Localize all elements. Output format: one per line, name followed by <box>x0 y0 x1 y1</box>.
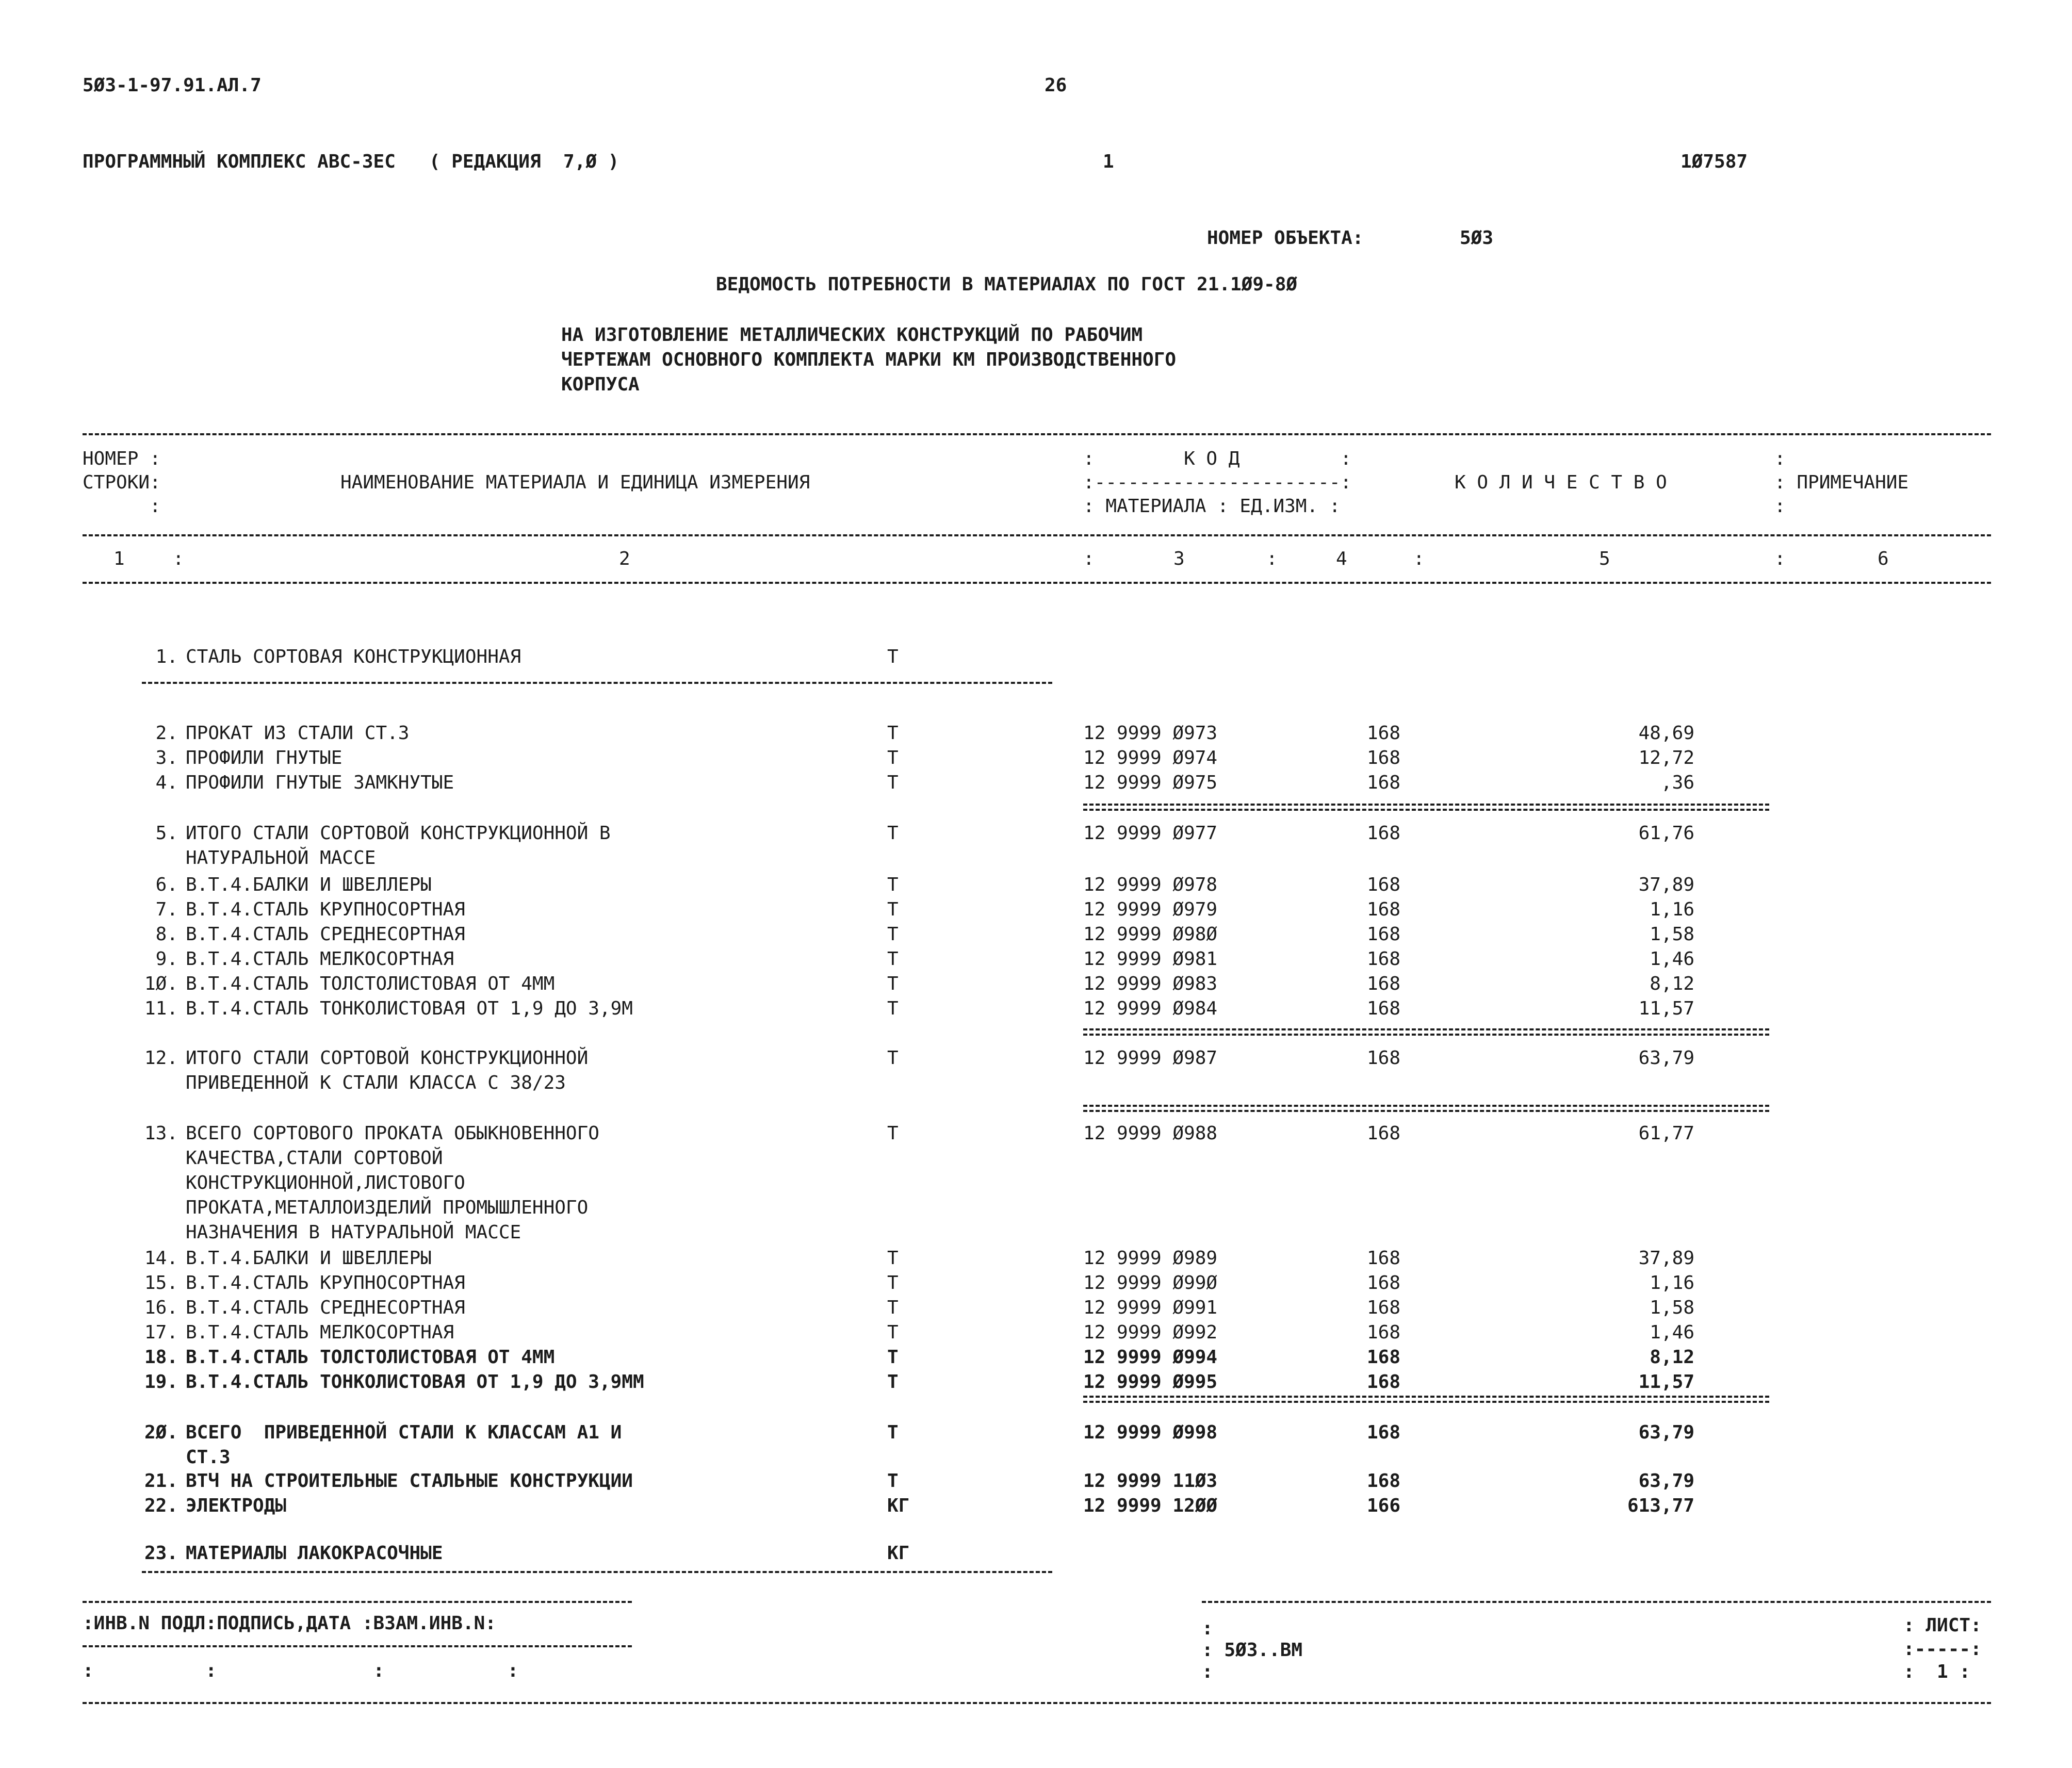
row-unit-code: 168 <box>1367 723 1401 744</box>
stamp-mid-rule <box>83 1645 632 1647</box>
row-unit-code: 168 <box>1367 998 1401 1019</box>
row-material-code: 12 9999 Ø975 <box>1083 772 1218 793</box>
row-number: 18. <box>144 1347 178 1368</box>
row-unit: Т <box>887 1347 899 1368</box>
row-name-line: ВТЧ НА СТРОИТЕЛЬНЫЕ СТАЛЬНЫЕ КОНСТРУКЦИИ <box>186 1470 633 1492</box>
row-quantity: 37,89 <box>1638 1248 1694 1269</box>
row-name-line: КАЧЕСТВА,СТАЛИ СОРТОВОЙ <box>186 1148 443 1169</box>
subtotal-separator <box>1083 1105 1769 1112</box>
col-number-1: 1 <box>113 548 125 569</box>
row-unit: КГ <box>887 1543 910 1564</box>
row-name-line: ПРОКАТА,МЕТАЛЛОИЗДЕЛИЙ ПРОМЫШЛЕННОГО <box>186 1197 589 1218</box>
stamp-fields: : : : : <box>83 1660 519 1681</box>
row-unit-code: 168 <box>1367 1347 1401 1368</box>
row-material-code: 12 9999 Ø992 <box>1083 1322 1218 1343</box>
page-bottom-rule <box>83 1702 1991 1704</box>
row-unit-code: 168 <box>1367 1123 1401 1144</box>
row-unit: Т <box>887 1422 899 1443</box>
col-header-code-bottom: : МАТЕРИАЛА : ЕД.ИЗМ. : <box>1083 496 1341 517</box>
subtitle-line-1: НА ИЗГОТОВЛЕНИЕ МЕТАЛЛИЧЕСКИХ КОНСТРУКЦИЙ ПО РАБОЧИМ <box>561 324 1143 346</box>
row-unit: Т <box>887 1371 899 1393</box>
col-number-sep-1: : <box>173 548 184 569</box>
document-reference: : 5Ø3..ВМ <box>1202 1640 1303 1661</box>
row-material-code: 12 9999 Ø977 <box>1083 823 1218 844</box>
stamp-header: :ИНВ.N ПОДЛ:ПОДПИСЬ,ДАТА :ВЗАМ.ИНВ.N: <box>83 1613 496 1634</box>
col-number-sep-3: : <box>1266 548 1278 569</box>
row-material-code: 12 9999 Ø994 <box>1083 1347 1218 1368</box>
row-unit-code: 168 <box>1367 1322 1401 1343</box>
row-unit-code: 168 <box>1367 973 1401 994</box>
row-unit-code: 166 <box>1367 1495 1401 1516</box>
row-unit-code: 168 <box>1367 1297 1401 1318</box>
row-unit: Т <box>887 1272 899 1294</box>
row-unit-code: 168 <box>1367 747 1401 768</box>
row-name-line: ЭЛЕКТРОДЫ <box>186 1495 287 1516</box>
row-unit-code: 168 <box>1367 1248 1401 1269</box>
row-quantity: 63,79 <box>1638 1470 1694 1492</box>
row-number: 7. <box>155 899 178 920</box>
row-number: 1. <box>155 646 178 667</box>
subtotal-separator <box>1083 1396 1769 1403</box>
row-material-code: 12 9999 Ø991 <box>1083 1297 1218 1318</box>
row-unit-code: 168 <box>1367 1272 1401 1294</box>
col-number-sep-5: : <box>1774 548 1786 569</box>
row-material-code: 12 9999 Ø984 <box>1083 998 1218 1019</box>
col-header-row-no-3: : <box>83 496 161 517</box>
row-name-line: ИТОГО СТАЛИ СОРТОВОЙ КОНСТРУКЦИОННОЙ В <box>186 823 611 844</box>
row-unit: Т <box>887 772 899 793</box>
row-material-code: 12 9999 Ø989 <box>1083 1248 1218 1269</box>
row-number: 14. <box>144 1248 178 1269</box>
stamp-top-rule <box>83 1601 632 1603</box>
row-number: 21. <box>144 1470 178 1492</box>
row-quantity: 11,57 <box>1638 1371 1694 1393</box>
col-header-code-mid: :----------------------: <box>1083 472 1352 493</box>
row-material-code: 12 9999 Ø978 <box>1083 874 1218 895</box>
row-quantity: 12,72 <box>1638 747 1694 768</box>
col-header-code-top: : К О Д : <box>1083 448 1352 469</box>
row-name-line: В.Т.4.СТАЛЬ ТОНКОЛИСТОВАЯ ОТ 1,9 ДО 3,9М <box>186 998 633 1019</box>
row-material-code: 12 9999 Ø988 <box>1083 1123 1218 1144</box>
row-unit: Т <box>887 1047 899 1069</box>
row-number: 13. <box>144 1123 178 1144</box>
row-unit: Т <box>887 823 899 844</box>
row-material-code: 12 9999 Ø979 <box>1083 899 1218 920</box>
row-number: 5. <box>155 823 178 844</box>
col-header-note-colon-bottom: : <box>1774 496 1786 517</box>
row-name-line: ВСЕГО ПРИВЕДЕННОЙ СТАЛИ К КЛАССАМ А1 И <box>186 1422 622 1443</box>
row-quantity: 8,12 <box>1650 973 1694 994</box>
object-label: НОМЕР ОБЪЕКТА: <box>1207 227 1364 249</box>
subtitle-line-3: КОРПУСА <box>561 374 640 395</box>
row-unit: Т <box>887 874 899 895</box>
row-name-line: В.Т.4.СТАЛЬ КРУПНОСОРТНАЯ <box>186 1272 465 1294</box>
row-number: 11. <box>144 998 178 1019</box>
row-number: 4. <box>155 772 178 793</box>
row-quantity: ,36 <box>1660 772 1694 793</box>
section-underline <box>142 1571 1052 1573</box>
title-block-colon: : <box>1202 1661 1213 1682</box>
row-unit-code: 168 <box>1367 1422 1401 1443</box>
row-material-code: 12 9999 Ø974 <box>1083 747 1218 768</box>
row-material-code: 12 9999 Ø987 <box>1083 1047 1218 1069</box>
row-name-line: ПРОКАТ ИЗ СТАЛИ СТ.3 <box>186 723 410 744</box>
row-unit-code: 168 <box>1367 1470 1401 1492</box>
row-unit: Т <box>887 723 899 744</box>
row-quantity: 8,12 <box>1650 1347 1694 1368</box>
row-unit: Т <box>887 1248 899 1269</box>
col-number-4: 4 <box>1336 548 1347 569</box>
title-block-colon: : <box>1202 1618 1213 1639</box>
row-unit-code: 168 <box>1367 772 1401 793</box>
row-quantity: 48,69 <box>1638 723 1694 744</box>
row-material-code: 12 9999 Ø983 <box>1083 973 1218 994</box>
col-number-sep-4: : <box>1413 548 1425 569</box>
row-quantity: 11,57 <box>1638 998 1694 1019</box>
row-number: 3. <box>155 747 178 768</box>
row-number: 22. <box>144 1495 178 1516</box>
row-number: 15. <box>144 1272 178 1294</box>
sheet-separator: :-----: <box>1903 1639 1982 1660</box>
row-number: 2. <box>155 723 178 744</box>
page-number: 26 <box>1045 75 1067 96</box>
row-number: 12. <box>144 1047 178 1069</box>
row-number: 16. <box>144 1297 178 1318</box>
row-quantity: 1,16 <box>1650 899 1694 920</box>
sheet-label: : ЛИСТ: <box>1903 1615 1982 1636</box>
row-unit-code: 168 <box>1367 948 1401 970</box>
row-name-line: ИТОГО СТАЛИ СОРТОВОЙ КОНСТРУКЦИОННОЙ <box>186 1047 589 1069</box>
row-quantity: 1,16 <box>1650 1272 1694 1294</box>
row-unit: Т <box>887 948 899 970</box>
subtotal-separator <box>1083 1028 1769 1036</box>
row-material-code: 12 9999 Ø981 <box>1083 948 1218 970</box>
row-number: 23. <box>144 1543 178 1564</box>
row-unit-code: 168 <box>1367 1371 1401 1393</box>
row-quantity: 37,89 <box>1638 874 1694 895</box>
col-number-3: 3 <box>1173 548 1185 569</box>
row-number: 19. <box>144 1371 178 1393</box>
sheet-number: : 1 : <box>1903 1661 1971 1682</box>
row-unit: Т <box>887 924 899 945</box>
object-value: 5Ø3 <box>1460 227 1494 249</box>
row-name-line: В.Т.4.СТАЛЬ СРЕДНЕСОРТНАЯ <box>186 924 465 945</box>
row-unit-code: 168 <box>1367 924 1401 945</box>
row-unit: Т <box>887 1297 899 1318</box>
row-unit: Т <box>887 998 899 1019</box>
row-number: 6. <box>155 874 178 895</box>
row-name-line: ПРОФИЛИ ГНУТЫЕ <box>186 747 342 768</box>
title-block-top-rule <box>1202 1601 1991 1603</box>
program-number: 1 <box>1103 151 1114 172</box>
row-number: 8. <box>155 924 178 945</box>
row-name-line: В.Т.4.СТАЛЬ СРЕДНЕСОРТНАЯ <box>186 1297 465 1318</box>
row-name-line: ПРИВЕДЕННОЙ К СТАЛИ КЛАССА С 38/23 <box>186 1072 566 1093</box>
row-name-line: В.Т.4.СТАЛЬ ТОНКОЛИСТОВАЯ ОТ 1,9 ДО 3,9ММ <box>186 1371 644 1393</box>
row-name-line: НАТУРАЛЬНОЙ МАССЕ <box>186 847 376 869</box>
row-unit: Т <box>887 1470 899 1492</box>
row-number: 2Ø. <box>144 1422 178 1443</box>
row-name-line: ПРОФИЛИ ГНУТЫЕ ЗАМКНУТЫЕ <box>186 772 454 793</box>
row-number: 17. <box>144 1322 178 1343</box>
row-unit: Т <box>887 1322 899 1343</box>
row-material-code: 12 9999 Ø99Ø <box>1083 1272 1218 1294</box>
row-name-line: В.Т.4.СТАЛЬ КРУПНОСОРТНАЯ <box>186 899 465 920</box>
row-name-line: МАТЕРИАЛЫ ЛАКОКРАСОЧНЫЕ <box>186 1543 443 1564</box>
col-header-name: НАИМЕНОВАНИЕ МАТЕРИАЛА И ЕДИНИЦА ИЗМЕРЕНИЯ <box>340 472 810 493</box>
row-quantity: 1,46 <box>1650 948 1694 970</box>
row-name-line: КОНСТРУКЦИОННОЙ,ЛИСТОВОГО <box>186 1172 465 1193</box>
serial-number: 1Ø7587 <box>1681 151 1748 172</box>
doc-code: 5Ø3-1-97.91.АЛ.7 <box>83 75 262 96</box>
row-unit: Т <box>887 973 899 994</box>
row-quantity: 613,77 <box>1627 1495 1694 1516</box>
row-quantity: 1,58 <box>1650 924 1694 945</box>
section-underline <box>142 682 1052 684</box>
row-name-line: В.Т.4.БАЛКИ И ШВЕЛЛЕРЫ <box>186 1248 432 1269</box>
row-quantity: 1,58 <box>1650 1297 1694 1318</box>
col-header-note: : ПРИМЕЧАНИЕ <box>1774 472 1909 493</box>
col-number-6: 6 <box>1878 548 1889 569</box>
row-number: 1Ø. <box>144 973 178 994</box>
page-title: ВЕДОМОСТЬ ПОТРЕБНОСТИ В МАТЕРИАЛАХ ПО ГОСТ 21.1Ø9-8Ø <box>716 274 1298 295</box>
subtitle-line-2: ЧЕРТЕЖАМ ОСНОВНОГО КОМПЛЕКТА МАРКИ КМ ПРОИЗВОДСТВЕННОГО <box>561 349 1177 370</box>
row-name-line: В.Т.4.СТАЛЬ МЕЛКОСОРТНАЯ <box>186 948 454 970</box>
row-material-code: 12 9999 11Ø3 <box>1083 1470 1218 1492</box>
row-quantity: 1,46 <box>1650 1322 1694 1343</box>
row-unit-code: 168 <box>1367 1047 1401 1069</box>
row-name-line: СТ.3 <box>186 1447 231 1468</box>
col-header-qty: К О Л И Ч Е С Т В О <box>1455 472 1667 493</box>
row-number: 9. <box>155 948 178 970</box>
row-name-line: НАЗНАЧЕНИЯ В НАТУРАЛЬНОЙ МАССЕ <box>186 1222 521 1243</box>
row-quantity: 61,76 <box>1638 823 1694 844</box>
col-header-note-colon-top: : <box>1774 448 1786 469</box>
row-quantity: 61,77 <box>1638 1123 1694 1144</box>
col-header-row-no-1: НОМЕР : <box>83 448 161 469</box>
row-material-code: 12 9999 12ØØ <box>1083 1495 1218 1516</box>
row-name-line: СТАЛЬ СОРТОВАЯ КОНСТРУКЦИОННАЯ <box>186 646 521 667</box>
col-number-sep-2: : <box>1083 548 1095 569</box>
row-name-line: ВСЕГО СОРТОВОГО ПРОКАТА ОБЫКНОВЕННОГО <box>186 1123 599 1144</box>
col-number-2: 2 <box>619 548 630 569</box>
row-unit: Т <box>887 899 899 920</box>
row-unit: КГ <box>887 1495 910 1516</box>
row-unit: Т <box>887 646 899 667</box>
row-quantity: 63,79 <box>1638 1422 1694 1443</box>
row-material-code: 12 9999 Ø973 <box>1083 723 1218 744</box>
row-unit: Т <box>887 747 899 768</box>
row-unit: Т <box>887 1123 899 1144</box>
row-unit-code: 168 <box>1367 899 1401 920</box>
row-material-code: 12 9999 Ø98Ø <box>1083 924 1218 945</box>
col-header-row-no-2: СТРОКИ: <box>83 472 161 493</box>
row-material-code: 12 9999 Ø995 <box>1083 1371 1218 1393</box>
row-unit-code: 168 <box>1367 874 1401 895</box>
row-name-line: В.Т.4.СТАЛЬ ТОЛСТОЛИСТОВАЯ ОТ 4ММ <box>186 1347 555 1368</box>
row-name-line: В.Т.4.СТАЛЬ ТОЛСТОЛИСТОВАЯ ОТ 4ММ <box>186 973 555 994</box>
col-number-5: 5 <box>1599 548 1610 569</box>
row-name-line: В.Т.4.БАЛКИ И ШВЕЛЛЕРЫ <box>186 874 432 895</box>
row-quantity: 63,79 <box>1638 1047 1694 1069</box>
subtotal-separator <box>1083 804 1769 811</box>
row-name-line: В.Т.4.СТАЛЬ МЕЛКОСОРТНАЯ <box>186 1322 454 1343</box>
program-line: ПРОГРАММНЫЙ КОМПЛЕКС АВС-3ЕС ( РЕДАКЦИЯ 7,Ø ) <box>83 151 619 172</box>
row-unit-code: 168 <box>1367 823 1401 844</box>
row-material-code: 12 9999 Ø998 <box>1083 1422 1218 1443</box>
